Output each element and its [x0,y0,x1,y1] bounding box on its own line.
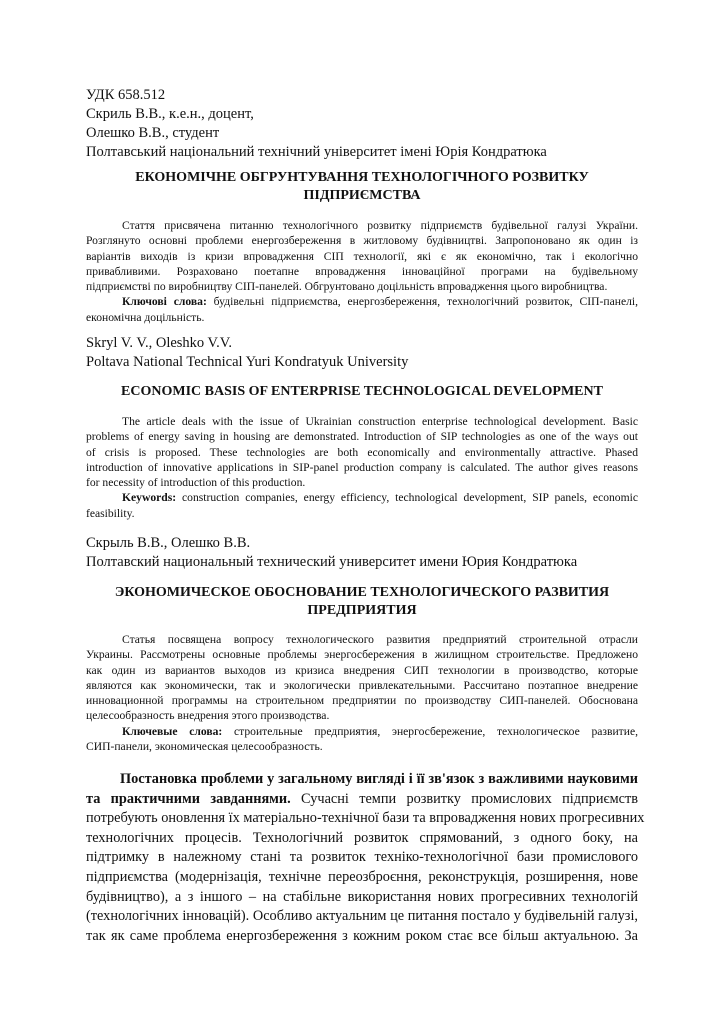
russian-abstract [86,632,638,754]
section-heading-line [86,770,638,790]
body-text: Сучасні темпи розвитку промислових підприємств [290,790,639,807]
abstract-line: The article deals with the issue of Ukrainian construction enterprise technological development. Basic [122,415,638,428]
section-heading: Постановка проблеми у загальному вигляді і її зв'язок з важливими науковими [120,771,638,787]
ukrainian-title [86,169,638,205]
abstract-line: introduction of innovative applications in SIP-panel production company is calculated. The author gives reasons [86,460,638,474]
title-line: ECONOMIC BASIS OF ENTERPRISE TECHNOLOGICAL DEVELOPMENT [121,384,603,399]
title-line: ЭКОНОМИЧЕСКОЕ ОБОСНОВАНИЕ ТЕХНОЛОГИЧЕСКОГО РАЗВИТИЯ [114,585,610,600]
body-line: потребують оновлення їх матеріально-технічної бази та впровадження нових прогресивних [86,810,645,827]
title-line: ПІДПРИЄМСТВА [303,188,421,203]
russian-title [86,584,638,620]
author-1: Скриль В.В., к.е.н., доцент, [86,106,254,122]
english-title [86,383,638,401]
keywords-text: будівельні підприємства, енергозбереження, технологічний розвиток, СІП-панелі, [206,295,638,309]
ukrainian-header [86,86,638,162]
body-paragraph [86,809,645,946]
keywords-label: Ключові слова: [122,295,207,309]
keywords-text: СИП-панели, экономическая целесообразность. [86,740,323,754]
abstract-line: Розглянуто основні проблеми енергозбереження в житловому будівництві. Запропоновано як один із [86,234,638,248]
udk-code: УДК 658.512 [86,87,166,103]
russian-header [86,534,638,572]
abstract-line: привабливими. Розраховано поетапне впровадження інноваційної програми на будівельному [86,264,638,278]
keywords-line [86,310,638,325]
authors: Skryl V. V., Oleshko V.V. [86,335,232,351]
abstract-line: of crisis is proposed. These technologies are both economically and environmentally attractive. Phased [86,445,638,459]
english-header [86,334,638,372]
abstract-line: Стаття присвячена питанню технологічного розвитку підприємств будівельної галузі України. [122,219,638,232]
title-line: ПРЕДПРИЯТИЯ [307,603,417,618]
abstract-line: как один из вариантов выходов из кризиса внедрения СИП технологии в производство, которые [86,663,638,677]
abstract-line: problems of energy saving in housing are demonstrated. Introduction of SIP technologies as one of the ways out [86,430,638,444]
body-line [86,790,638,810]
abstract-line: являются как экономически, так и экологически привлекательными. Рассчитано поэтапное внедрение [86,678,638,692]
abstract-line: целесообразность внедрения этого производства. [86,709,330,723]
body-line: (технологічних інновацій). Особливо актуальним це питання постало у будівельній галузі, [86,908,638,925]
title-line: ЕКОНОМІЧНЕ ОБГРУНТУВАННЯ ТЕХНОЛОГІЧНОГО РОЗВИТКУ [135,170,589,185]
keywords-line [86,724,638,739]
keywords-text: економічна доцільність. [86,310,205,324]
abstract-line: Украины. Рассмотрены основные проблемы энергосбережения в жилищном строительстве. Предложено [86,648,638,662]
body-line: будівництво), а з іншого – на стабільне використання нових прогресивних технологій [86,888,638,905]
body-line: так як саме проблема енергозбереження з кожним роком стає все більш актуальною. За [86,927,638,944]
body-line: підприємства (модернізація, технічне переозброєння, реконструкція, розширення, нове [86,868,638,885]
abstract-line: варіантів виходів із кризи впровадження СІП технології, які є як економічно, так і екологічно [86,249,638,263]
keywords-line [86,294,638,309]
authors: Скрыль В.В., Олешко В.В. [86,535,251,551]
affiliation: Полтавський національний технічний університет імені Юрія Кондратюка [86,144,547,160]
body-section [86,770,645,946]
body-line: підтримку в належному стані та розвиток техніко-технологічної бази промислового [86,849,638,866]
section-heading: та практичними завданнями. [86,790,291,807]
abstract-line: підприємстві по виробництву СІП-панелей. Обгрунтовано доцільність впровадження цього виробництва. [86,280,608,294]
author-2: Олешко В.В., студент [86,125,220,141]
keywords-label: Keywords: [122,491,177,505]
abstract-line: for necessity of introduction of this production. [86,476,306,490]
body-line: технологічних процесів. Технологічний розвиток спрямований, з одного боку, на [86,829,638,846]
english-abstract [86,414,638,521]
keywords-label: Ключевые слова: [122,724,223,738]
keywords-line [86,739,638,754]
affiliation: Poltava National Technical Yuri Kondratyuk University [86,354,409,370]
abstract-line: инновационной программы на строительном предприятии по производству СИП-панелей. Обоснована [86,694,638,708]
keywords-text: строительные предприятия, энергосбережение, технологическое развитие, [222,724,638,738]
keywords-text: feasibility. [86,506,135,520]
abstract-line: Статья посвящена вопросу технологического развития предприятий строительной отрасли [122,633,638,646]
ukrainian-abstract [86,218,638,325]
keywords-line [86,490,638,505]
keywords-text: construction companies, energy efficiency, technological development, SIP panels, economic [176,491,638,505]
keywords-line [86,506,638,521]
affiliation: Полтавский национальный технический университет имени Юрия Кондратюка [86,554,578,570]
